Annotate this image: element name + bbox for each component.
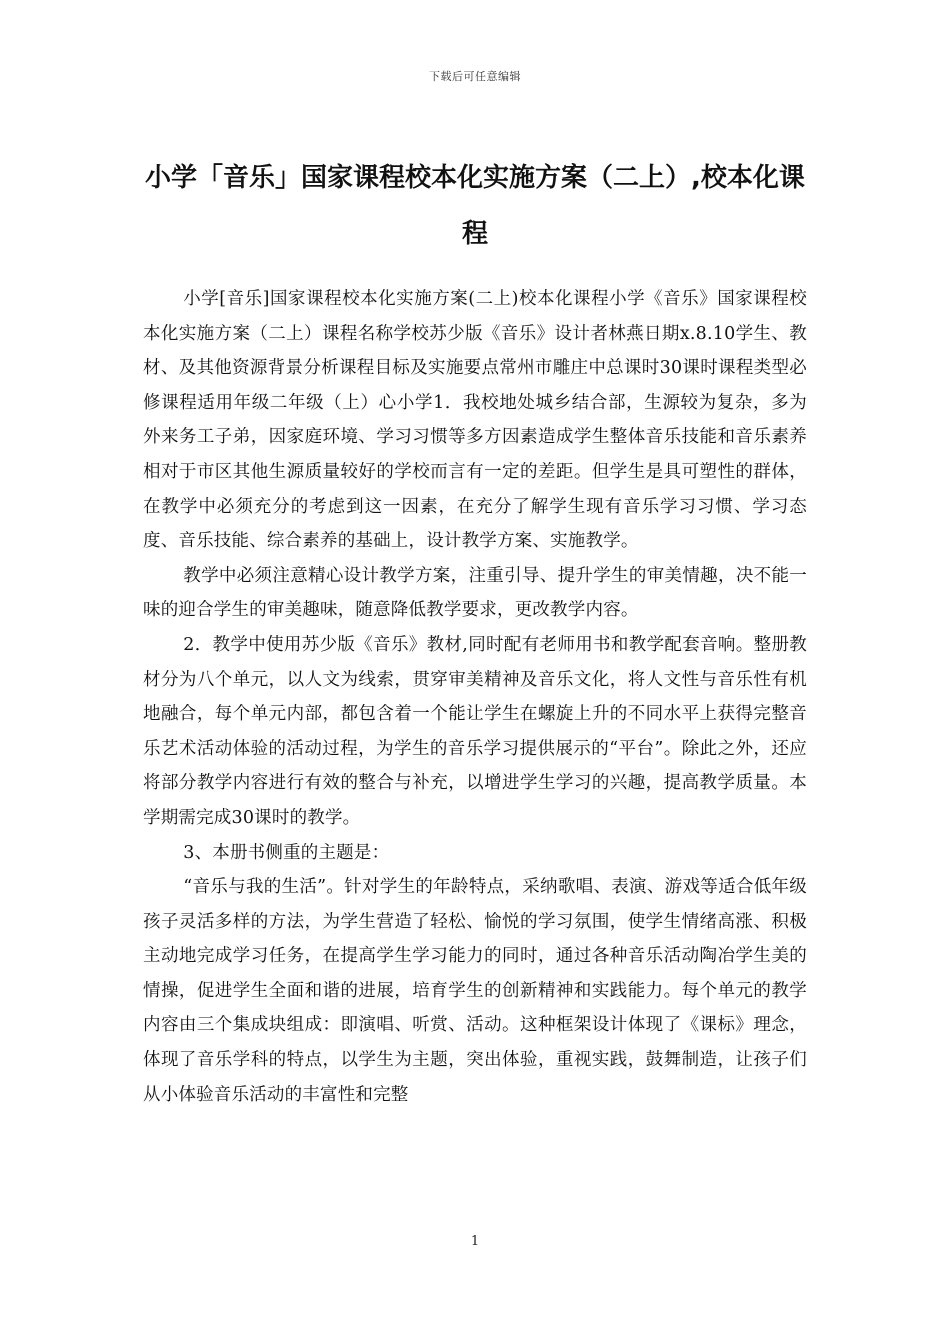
paragraph-background: 小学[音乐]国家课程校本化实施方案(二上)校本化课程小学《音乐》国家课程校本化实施方案（二上）课程名称学校苏少版《音乐》设计者林燕日期x.8.10学生、教材、及其他资源背景分析课程目标及实施要点常州市雕庄中总课时30课时课程类型必修课程适用年级二年级（上）心小学1．我校地处城乡结合部，生源较为复杂，多为外来务工子弟，因家庭环境、学习习惯等多方因素造成学生整体音乐技能和音乐素养相对于市区其他生源质量较好的学校而言有一定的差距。但学生是具可塑性的群体，在教学中必须充分的考虑到这一因素，在充分了解学生现有音乐学习习惯、学习态度、音乐技能、综合素养的基础上，设计教学方案、实施教学。 [143, 289, 807, 552]
document-title: 小学「音乐」国家课程校本化实施方案（二上）,校本化课程 [145, 163, 805, 249]
paragraph-textbook: 2．教学中使用苏少版《音乐》教材,同时配有老师用书和教学配套音响。整册教材分为八个单元，以人文为线索，贯穿审美精神及音乐文化，将人文性与音乐性有机地融合，每个单元内部，都包含着一个能让学生在螺旋上升的不同水平上获得完整音乐艺术活动体验的活动过程，为学生的音乐学习提供展示的“平台”。除此之外，还应将部分教学内容进行有效的整合与补充，以增进学生学习的兴趣，提高教学质量。本学期需完成30课时的教学。 [143, 634, 807, 828]
page-header-note: 下载后可任意编辑 [429, 70, 521, 83]
paragraph-theme-heading: 3、本册书侧重的主题是： [183, 842, 390, 863]
paragraph-theme: “音乐与我的生活”。针对学生的年龄特点，采纳歌唱、表演、游戏等适合低年级孩子灵活多样的方法，为学生营造了轻松、愉悦的学习氛围，使学生情绪高涨、积极主动地完成学习任务，在提高学生学习能力的同时，通过各种音乐活动陶冶学生美的情操，促进学生全面和谐的进展，培育学生的创新精神和实践能力。每个单元的教学内容由三个集成块组成：即演唱、听赏、活动。这种框架设计体现了《课标》理念，体现了音乐学科的特点，以学生为主题，突出体验，重视实践，鼓舞制造，让孩子们从小体验音乐活动的丰富性和完整 [143, 877, 807, 1105]
document-body [143, 282, 807, 1112]
page-number: 1 [470, 1234, 480, 1249]
paragraph-teaching-design: 教学中必须注意精心设计教学方案，注重引导、提升学生的审美情趣，决不能一味的迎合学生的审美趣味，随意降低教学要求，更改教学内容。 [143, 565, 807, 621]
